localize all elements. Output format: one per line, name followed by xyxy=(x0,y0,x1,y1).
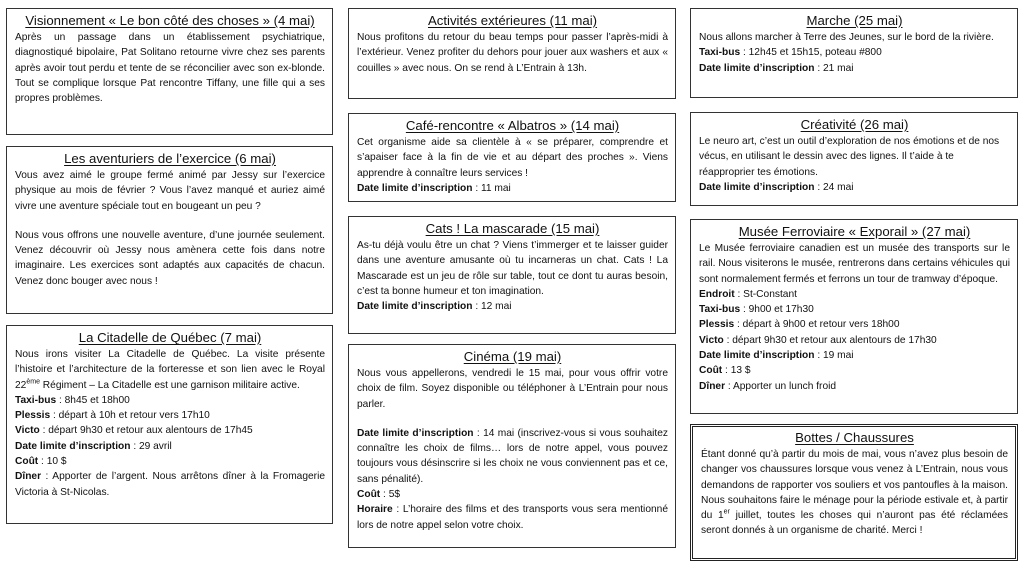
event-cafe-rencontre xyxy=(348,113,676,202)
cinema-schedule: Horaire : L’horaire des films et des transports vous sera mentionné lors de notre appel selon votre choix. xyxy=(357,504,668,531)
event-marche xyxy=(690,8,1018,98)
cats-description: As-tu déjà voulu être un chat ? Viens t’immerger et te laisser guider dans une aventure amusante où tu incarneras un chat. Cats ! La Mascarade est un jeu de rôle sur table, tout ce dont tu auras besoin, c’est ta bonne humeur et ton imagination. xyxy=(357,240,668,297)
cafe-deadline: Date limite d’inscription : 11 mai xyxy=(357,182,511,194)
visionnement-description: Après un passage dans un établissement psychiatrique, diagnostiqué bipolaire, Pat Solitano retourne vivre chez ses parents après avoir tout perdu et tente de se réconcilier avec son ex-blonde. Tout se complique lorsque Pat rencontre Tiffany, une fille qui a ses propres problèmes. xyxy=(15,32,325,105)
cinema-description: Nous vous appellerons, vendredi le 15 mai, pour vous offrir votre choix de film. Soyez disponible ou téléphoner à L’Entrain pour nous parler. xyxy=(357,368,668,410)
musee-taxibus: Taxi-bus : 9h00 et 17h30 xyxy=(699,304,814,316)
marche-deadline: Date limite d’inscription : 21 mai xyxy=(699,62,854,74)
musee-title: Musée Ferroviaire « Exporail » (27 mai) xyxy=(738,224,971,239)
aventuriers-title: Les aventuriers de l’exercice (6 mai) xyxy=(64,151,276,166)
marche-title: Marche (25 mai) xyxy=(806,13,903,28)
musee-lunch: Dîner : Apporter un lunch froid xyxy=(699,380,837,392)
aventuriers-description-2: Nous vous offrons une nouvelle aventure, d’une journée seulement. Venez découvrir où Jessy nous amènera cette fois dans notre imaginaire. Les exercices sont adaptés aux capacités de chacun. Venez donc bouger avec nous ! xyxy=(15,229,325,287)
creativite-deadline: Date limite d’inscription : 24 mai xyxy=(699,181,854,193)
cats-deadline: Date limite d’inscription : 12 mai xyxy=(357,301,512,313)
musee-plessis: Plessis : départ à 9h00 et retour vers 18h00 xyxy=(699,319,900,331)
musee-deadline: Date limite d’inscription : 19 mai xyxy=(699,350,854,362)
cafe-description: Cet organisme aide sa clientèle à « se préparer, comprendre et s’apaiser face à la fin de vie et au départ des proches ». Viens apprendre à connaître leurs services ! xyxy=(357,137,668,179)
creativite-title: Créativité (26 mai) xyxy=(800,117,909,132)
event-citadelle xyxy=(6,325,333,524)
event-creativite xyxy=(690,112,1018,206)
musee-location: Endroit : St-Constant xyxy=(699,288,797,300)
marche-taxibus: Taxi-bus : 12h45 et 15h15, poteau #800 xyxy=(699,47,882,59)
cafe-title: Café-rencontre « Albatros » (14 mai) xyxy=(405,118,620,133)
citadelle-lunch: Dîner : Apporter de l’argent. Nous arrêtons dîner à la Fromagerie Victoria à St-Nicolas. xyxy=(15,471,325,498)
bottes-description: Étant donné qu’à partir du mois de mai, vous n’avez plus besoin de changer vos chaussures lorsque vous venez à L’Entrain, nous vous demandons de rapporter vos souliers et vos pantoufles à la maison. Nous souhaitons faire le ménage pour la période estivale et, à partir du 1er juillet, toutes les choses qui n’auront pas été réclamées seront donnés à un organisme de charité. Merci ! xyxy=(701,449,1008,537)
musee-cost: Coût : 13 $ xyxy=(699,365,751,377)
bottes-title: Bottes / Chaussures xyxy=(795,430,914,445)
citadelle-title: La Citadelle de Québec (7 mai) xyxy=(78,330,262,345)
cinema-deadline: Date limite d’inscription : 14 mai (inscrivez-vous si vous souhaitez connaître les choix de films… lors de notre appel, vous pouvez toujours vous désinscrire si les choix ne vous conviennent pas et ce, sans pénalité). xyxy=(357,427,668,485)
musee-victo: Victo : départ 9h30 et retour aux alentours de 17h30 xyxy=(699,334,937,346)
citadelle-victo: Victo : départ 9h30 et retour aux alentours de 17h45 xyxy=(15,425,253,437)
aventuriers-description-1: Vous avez aimé le groupe fermé animé par Jessy sur l’exercice physique au mois de février ? Vous l’avez manqué et auriez aimé vivre une aventure spéciale tout en bougeant un peu ? xyxy=(15,170,325,212)
event-cinema xyxy=(348,344,676,548)
citadelle-plessis: Plessis : départ à 10h et retour vers 17h10 xyxy=(15,410,210,422)
event-musee-exporail xyxy=(690,219,1018,414)
cinema-title: Cinéma (19 mai) xyxy=(463,349,562,364)
event-visionnement xyxy=(6,8,333,135)
event-activites-exterieures xyxy=(348,8,676,99)
creativite-description: Le neuro art, c’est un outil d’exploration de nos émotions et de nos vécus, en utilisant le dessin avec des lignes. Il t’aide à te réapproprier tes émotions. xyxy=(699,136,1000,178)
activites-title: Activités extérieures (11 mai) xyxy=(427,13,598,28)
citadelle-deadline: Date limite d’inscription : 29 avril xyxy=(15,440,172,452)
citadelle-description: Nous irons visiter La Citadelle de Québec. La visite présente l’histoire et l’architecture de la forteresse et son lien avec le Royal 22ème Régiment – La Citadelle est une garnison militaire active. xyxy=(15,349,325,391)
cats-title: Cats ! La mascarade (15 mai) xyxy=(425,221,600,236)
event-cats-mascarade xyxy=(348,216,676,334)
notice-bottes-chaussures xyxy=(690,424,1018,561)
visionnement-title: Visionnement « Le bon côté des choses » (4 mai) xyxy=(25,13,315,28)
cinema-cost: Coût : 5$ xyxy=(357,489,401,501)
activites-description: Nous profitons du retour du beau temps pour passer l’après-midi à l’extérieur. Venez profiter du dehors pour jouer aux washers et aux « couilles » avec nous. On se rend à L’Entrain à 13h. xyxy=(357,32,668,74)
marche-description: Nous allons marcher à Terre des Jeunes, sur le bord de la rivière. xyxy=(699,32,994,43)
musee-description: Le Musée ferroviaire canadien est un musée des transports sur le rail. Nous visiterons le musée, rentrerons dans certains véhicules qui sont normalement fermés et ferrons un tour de tramway d’époque. xyxy=(699,243,1010,285)
event-aventuriers xyxy=(6,146,333,314)
citadelle-taxibus: Taxi-bus : 8h45 et 18h00 xyxy=(15,394,130,406)
citadelle-cost: Coût : 10 $ xyxy=(15,456,67,468)
